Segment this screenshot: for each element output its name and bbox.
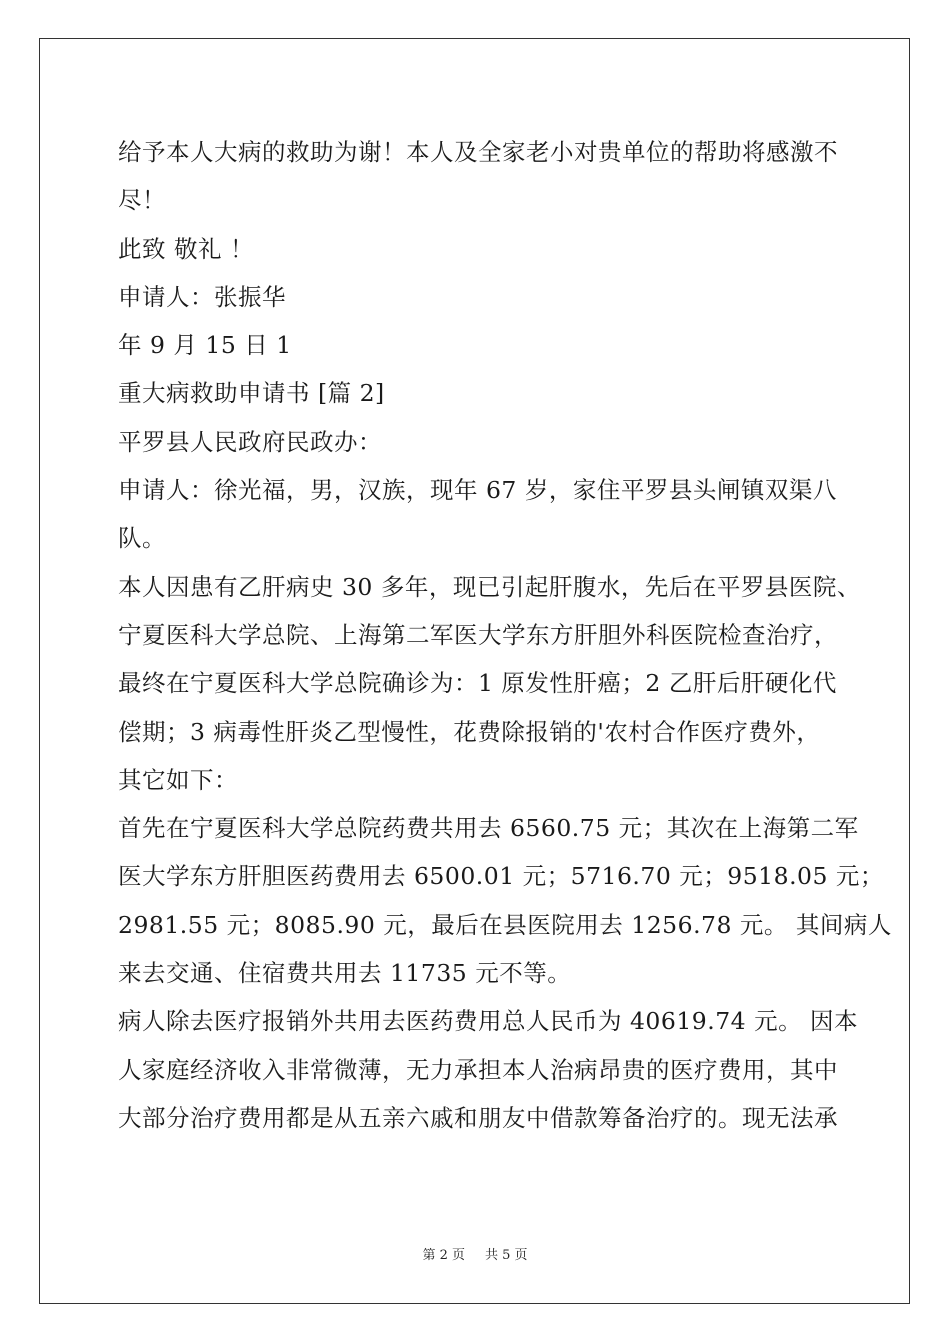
- text-line: 队。: [118, 524, 166, 553]
- applicant-signature-line: 申请人：张振华: [118, 282, 286, 311]
- page-number: 第 2 页: [422, 1248, 465, 1263]
- recipient-line: 平罗县人民政府民政办：: [118, 427, 382, 456]
- text-line: 尽！: [118, 186, 166, 215]
- text-line: 给予本人大病的救助为谢！本人及全家老小对贵单位的帮助将感激不: [118, 138, 838, 166]
- text-line: 其它如下：: [118, 765, 238, 794]
- text-line: 最终在宁夏医科大学总院确诊为：1 原发性肝癌；2 乙肝后肝硬化代: [118, 669, 837, 698]
- text-line: 人家庭经济收入非常微薄，无力承担本人治病昂贵的医疗费用，其中: [118, 1055, 838, 1084]
- text-line: 2981.55 元；8085.90 元，最后在县医院用去 1256.78 元。 其间病人: [118, 910, 892, 939]
- page-total: 共 5 页: [485, 1248, 528, 1263]
- text-line: 申请人：徐光福，男，汉族，现年 67 岁，家住平罗县头闸镇双渠八: [118, 476, 837, 505]
- document-body: [118, 128, 892, 1142]
- text-line: 本人因患有乙肝病史 30 多年，现已引起肝腹水，先后在平罗县医院、: [118, 572, 861, 601]
- text-line: 偿期；3 病毒性肝炎乙型慢性，花费除报销的'农村合作医疗费外，: [118, 717, 821, 746]
- text-line: 此致 敬礼 ！: [118, 234, 254, 263]
- text-line: 病人除去医疗报销外共用去医药费用总人民币为 40619.74 元。 因本: [118, 1007, 859, 1036]
- text-line: 大部分治疗费用都是从五亲六戚和朋友中借款筹备治疗的。现无法承: [118, 1103, 838, 1132]
- date-line: 年 9 月 15 日 1: [118, 331, 292, 360]
- text-line: 宁夏医科大学总院、上海第二军医大学东方肝胆外科医院检查治疗，: [118, 620, 838, 649]
- text-line: 医大学东方肝胆医药费用去 6500.01 元；5716.70 元；9518.05 元；: [118, 862, 884, 891]
- page-footer: [0, 1244, 950, 1263]
- text-line: 首先在宁夏医科大学总院药费共用去 6560.75 元；其次在上海第二军: [118, 814, 859, 843]
- text-line: 来去交通、住宿费共用去 11735 元不等。: [118, 959, 572, 988]
- section-title: 重大病救助申请书 [篇 2]: [118, 379, 385, 408]
